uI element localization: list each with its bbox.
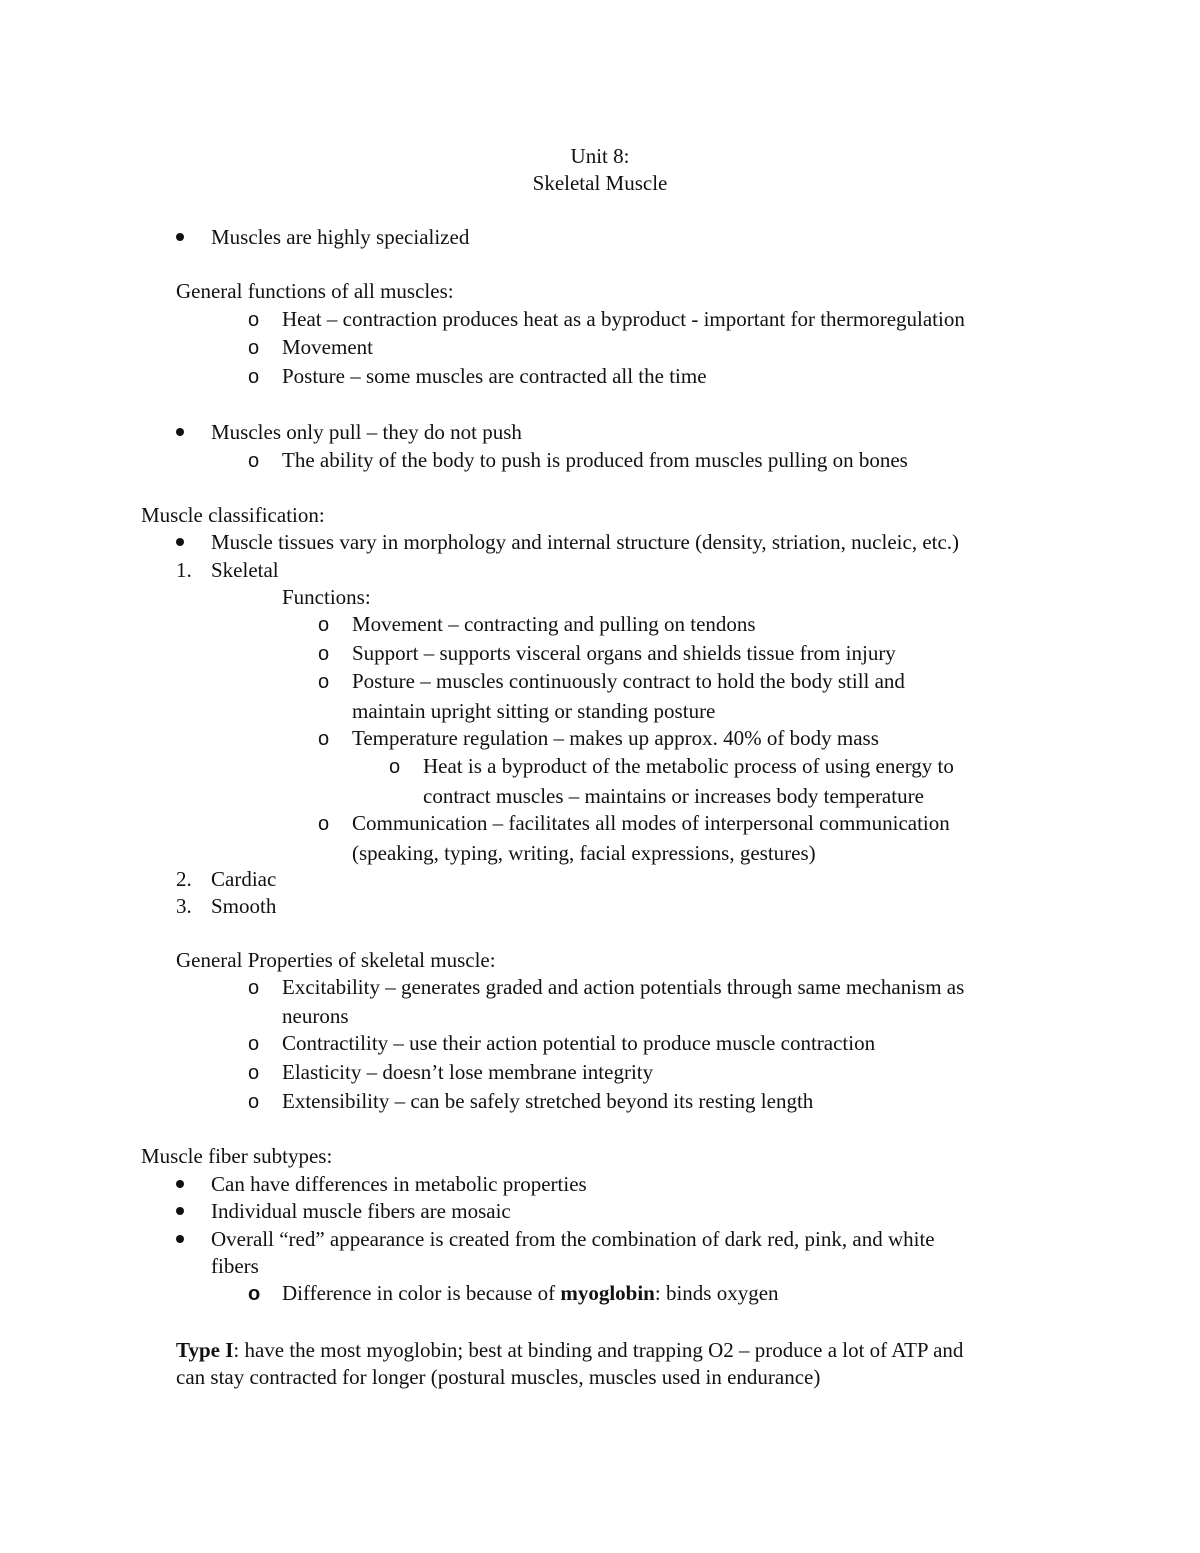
property-item: Contractility – use their action potential to produce muscle contraction: [282, 1031, 876, 1055]
circle-bullet: o: [248, 450, 260, 472]
circle-bullet: o: [318, 643, 330, 665]
type1-label: Type I: [176, 1338, 234, 1362]
circle-bullet: o: [248, 977, 260, 999]
list-number: 1.: [176, 558, 192, 582]
type1-line-cont: can stay contracted for longer (postural muscles, muscles used in endurance): [176, 1365, 821, 1389]
classification-heading: Muscle classification:: [141, 503, 325, 527]
doc-title-unit: Unit 8:: [570, 144, 630, 168]
myoglobin-note-suffix: : binds oxygen: [654, 1281, 779, 1305]
skeletal-function-item: Temperature regulation – makes up approx. 40% of body mass: [352, 726, 879, 750]
bullet-dot: [176, 1207, 184, 1215]
myoglobin-note: [282, 1283, 779, 1304]
muscle-type-skeletal: Skeletal: [211, 558, 279, 582]
subtypes-heading: Muscle fiber subtypes:: [141, 1144, 333, 1168]
skeletal-function-item: Support – supports visceral organs and shields tissue from injury: [352, 641, 896, 665]
temperature-sub-item: Heat is a byproduct of the metabolic process of using energy to: [423, 754, 954, 778]
circle-bullet: o: [248, 1283, 261, 1305]
pull-bullet-text: Muscles only pull – they do not push: [211, 420, 522, 444]
type1-text: : have the most myoglobin; best at binding and trapping O2 – produce a lot of ATP and: [233, 1338, 964, 1362]
functions-heading: Functions:: [282, 585, 371, 609]
bullet-dot: [176, 428, 184, 436]
skeletal-function-item: Posture – muscles continuously contract to hold the body still and: [352, 669, 905, 693]
bullet-dot: [176, 233, 184, 241]
skeletal-function-item-cont: maintain upright sitting or standing posture: [352, 699, 716, 723]
function-item: Heat – contraction produces heat as a byproduct - important for thermoregulation: [282, 307, 965, 331]
circle-bullet: o: [318, 671, 330, 693]
circle-bullet: o: [248, 1091, 260, 1113]
circle-bullet: o: [248, 309, 260, 331]
subtype-bullet-text-cont: fibers: [211, 1254, 259, 1278]
circle-bullet: o: [248, 1062, 260, 1084]
classification-bullet-text: Muscle tissues vary in morphology and internal structure (density, striation, nucleic, etc.): [211, 530, 960, 554]
subtype-bullet-text: Overall “red” appearance is created from the combination of dark red, pink, and white: [211, 1227, 935, 1251]
property-item: Elasticity – doesn’t lose membrane integrity: [282, 1060, 654, 1084]
circle-bullet: o: [318, 728, 330, 750]
circle-bullet: o: [318, 614, 330, 636]
list-number: 2.: [176, 867, 192, 891]
myoglobin-term: myoglobin: [560, 1281, 655, 1305]
skeletal-function-item: Movement – contracting and pulling on tendons: [352, 612, 756, 636]
circle-bullet: o: [248, 337, 260, 359]
bullet-dot: [176, 538, 184, 546]
function-item: Movement: [282, 335, 373, 359]
property-item-cont: neurons: [282, 1004, 349, 1028]
pull-sub-text: The ability of the body to push is produced from muscles pulling on bones: [282, 448, 908, 472]
bullet-dot: [176, 1180, 184, 1188]
subtype-bullet-text: Individual muscle fibers are mosaic: [211, 1199, 511, 1223]
property-item: Extensibility – can be safely stretched beyond its resting length: [282, 1089, 814, 1113]
muscle-type-smooth: Smooth: [211, 894, 277, 918]
type1-line: [176, 1340, 963, 1361]
muscle-type-cardiac: Cardiac: [211, 867, 277, 891]
circle-bullet: o: [248, 366, 260, 388]
skeletal-function-item: Communication – facilitates all modes of interpersonal communication: [352, 811, 950, 835]
circle-bullet: o: [318, 813, 330, 835]
property-item: Excitability – generates graded and action potentials through same mechanism as: [282, 975, 965, 999]
subtype-bullet-text: Can have differences in metabolic properties: [211, 1172, 587, 1196]
intro-bullet-text: Muscles are highly specialized: [211, 225, 470, 249]
circle-bullet: o: [248, 1033, 260, 1055]
bullet-dot: [176, 1235, 184, 1243]
function-item: Posture – some muscles are contracted all the time: [282, 364, 707, 388]
list-number: 3.: [176, 894, 192, 918]
temperature-sub-item-cont: contract muscles – maintains or increases body temperature: [423, 784, 924, 808]
properties-heading: General Properties of skeletal muscle:: [176, 948, 496, 972]
myoglobin-note-prefix: Difference in color is because of: [282, 1281, 561, 1305]
general-functions-heading: General functions of all muscles:: [176, 279, 454, 303]
doc-title-subject: Skeletal Muscle: [532, 171, 668, 195]
skeletal-function-item-cont: (speaking, typing, writing, facial expressions, gestures): [352, 841, 816, 865]
circle-bullet: o: [389, 756, 401, 778]
